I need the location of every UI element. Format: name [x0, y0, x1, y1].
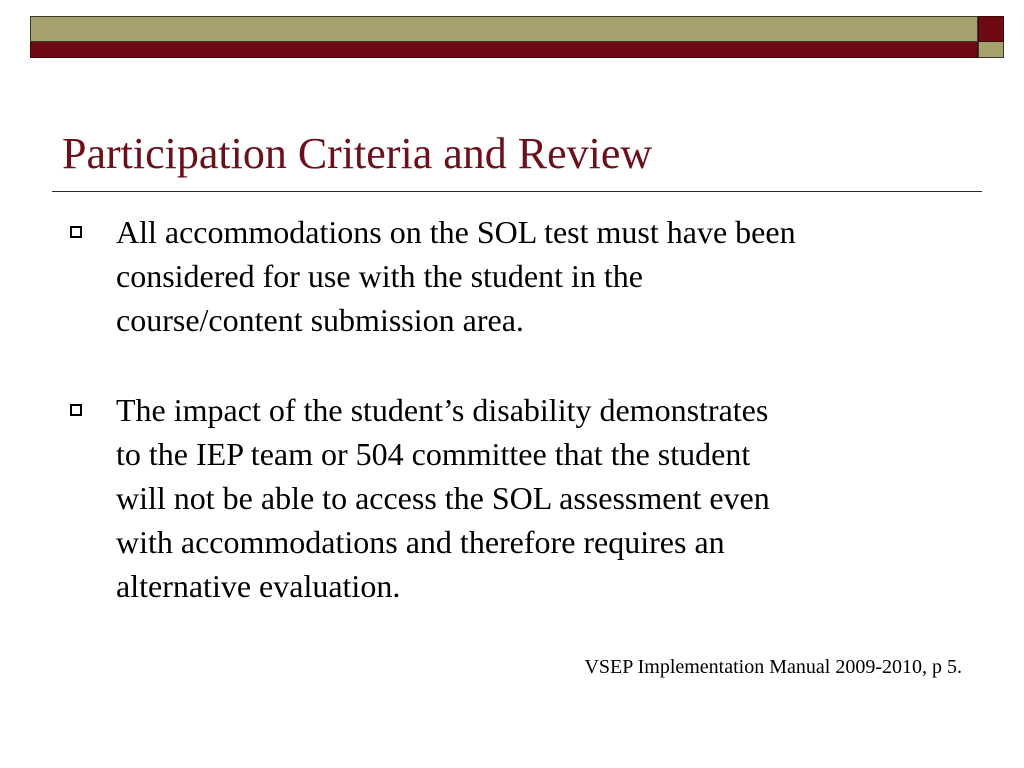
bullet-line: will not be able to access the SOL assessment even — [116, 480, 770, 516]
bullet-line: considered for use with the student in the — [116, 258, 643, 294]
bullet-line: to the IEP team or 504 committee that the student — [116, 436, 751, 472]
bullet-line: with accommodations and therefore requires an — [116, 524, 725, 560]
header-corner-maroon-square — [978, 16, 1004, 42]
bullet-line: The impact of the student’s disability demonstrates — [116, 392, 769, 428]
hollow-square-bullet-icon — [70, 404, 82, 416]
bullet-item — [70, 388, 970, 608]
bullet-item — [70, 210, 970, 342]
bullet-line: All accommodations on the SOL test must have been — [116, 214, 796, 250]
bullet-text — [116, 388, 966, 608]
header-banner-maroon-bar — [30, 42, 978, 58]
bullet-list — [70, 210, 970, 608]
header-corner-olive-square — [978, 42, 1004, 58]
bullet-line: alternative evaluation. — [116, 568, 401, 604]
header-banner-olive-bar — [30, 16, 978, 42]
title-divider — [52, 191, 982, 192]
bullet-line: course/content submission area. — [116, 302, 524, 338]
hollow-square-bullet-icon — [70, 226, 82, 238]
bullet-text — [116, 210, 966, 342]
citation: VSEP Implementation Manual 2009-2010, p 5. — [584, 656, 962, 678]
slide-title: Participation Criteria and Review — [62, 129, 653, 178]
